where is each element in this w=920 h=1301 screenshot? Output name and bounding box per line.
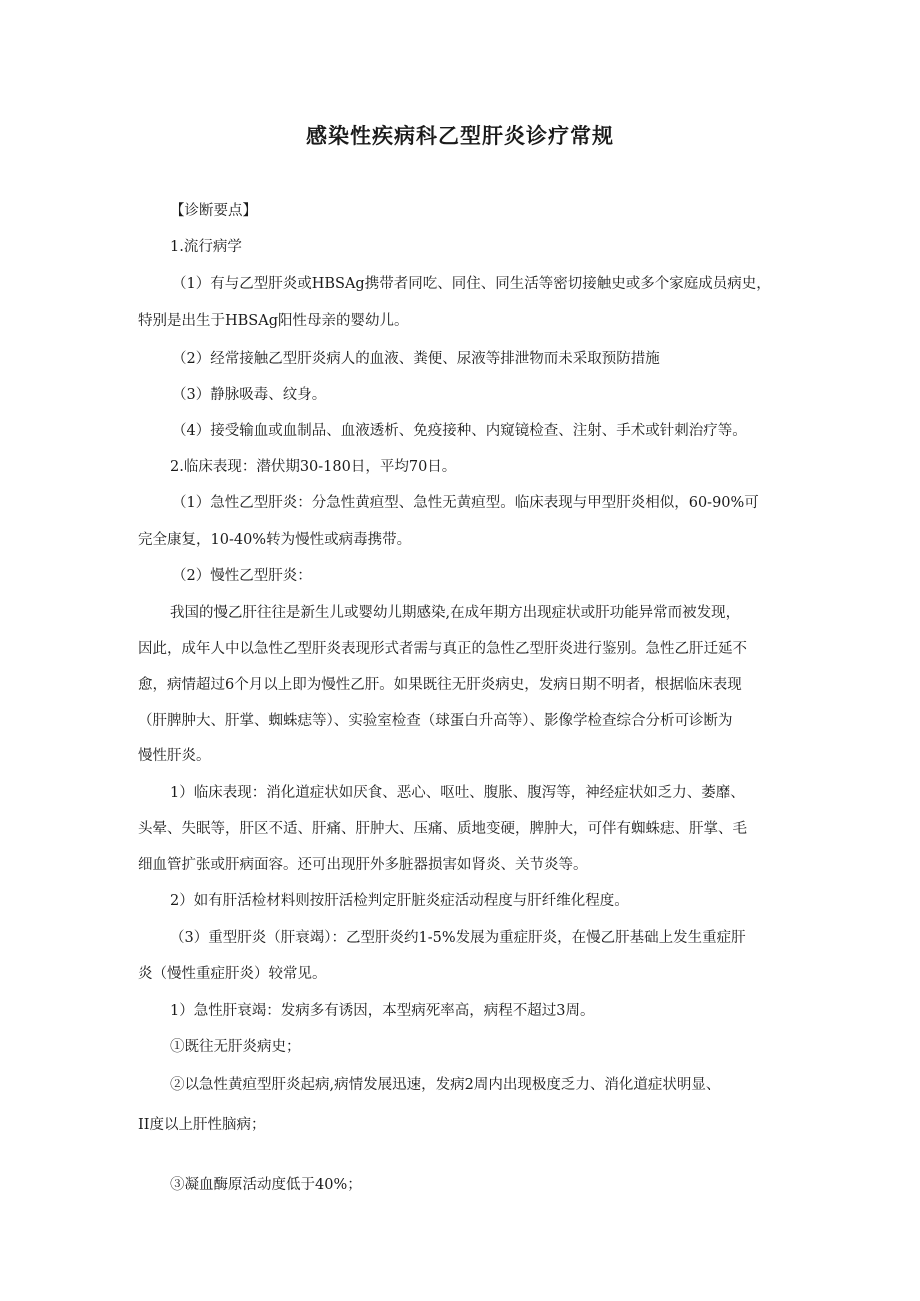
paragraph-line: 因此，成年人中以急性乙型肝炎表现形式者需与真正的急性乙型肝炎进行鉴别。急性乙肝迁延不 bbox=[138, 641, 747, 657]
paragraph-line: 1）临床表现：消化道症状如厌食、恶心、呕吐、腹胀、腹泻等，神经症状如乏力、萎靡、 bbox=[170, 785, 745, 801]
paragraph-line: 头晕、失眠等，肝区不适、肝痛、肝肿大、压痛、质地变硬，脾肿大，可伴有蜘蛛痣、肝掌、毛 bbox=[138, 821, 747, 837]
paragraph-line: （2）慢性乙型肝炎： bbox=[172, 568, 312, 584]
paragraph-line: 我国的慢乙肝往往是新生儿或婴幼儿期感染,在成年期方出现症状或肝功能异常而被发现， bbox=[170, 605, 741, 621]
paragraph-line: 1.流行病学 bbox=[170, 239, 242, 255]
paragraph-line: 炎（慢性重症肝炎）较常见。 bbox=[138, 966, 327, 982]
paragraph-line: 2）如有肝活检材料则按肝活检判定肝脏炎症活动程度与肝纤维化程度。 bbox=[170, 893, 629, 909]
paragraph-line: ①既往无肝炎病史； bbox=[170, 1039, 301, 1055]
paragraph-line: 1）急性肝衰竭：发病多有诱因，本型病死率高，病程不超过3周。 bbox=[170, 1003, 595, 1019]
paragraph-line: 细血管扩张或肝病面容。还可出现肝外多脏器损害如肾炎、关节炎等。 bbox=[138, 857, 588, 873]
paragraph-line: 2.临床表现：潜伏期30-180日，平均70日。 bbox=[170, 459, 457, 475]
paragraph-line: （2）经常接触乙型肝炎病人的血液、粪便、尿液等排泄物而未采取预防措施 bbox=[172, 351, 660, 367]
paragraph-line: ②以急性黄疸型肝炎起病,病情发展迅速，发病2周内出现极度乏力、消化道症状明显、 bbox=[170, 1077, 721, 1093]
paragraph-line: （肝脾肿大、肝掌、蜘蛛痣等）、实验室检查（球蛋白升高等）、影像学检查综合分析可诊断为 bbox=[138, 713, 733, 729]
paragraph-line: （3）重型肝炎（肝衰竭）：乙型肝炎约1-5%发展为重症肝炎，在慢乙肝基础上发生重症肝 bbox=[170, 930, 746, 946]
paragraph-line: （4）接受输血或血制品、血液透析、免疫接种、内窥镜检查、注射、手术或针刺治疗等。 bbox=[172, 423, 747, 439]
paragraph-line: （1）有与乙型肝炎或HBSAg携带者同吃、同住、同生活等密切接触史或多个家庭成员病史， bbox=[172, 276, 771, 292]
paragraph-line: 特别是出生于HBSAg阳性母亲的婴幼儿。 bbox=[138, 313, 409, 329]
paragraph-line: II度以上肝性脑病； bbox=[138, 1117, 266, 1133]
paragraph-line: ③凝血酶原活动度低于40%； bbox=[170, 1177, 362, 1193]
page-title: 感染性疾病科乙型肝炎诊疗常规 bbox=[306, 124, 614, 148]
paragraph-line: 完全康复，10-40%转为慢性或病毒携带。 bbox=[138, 532, 412, 548]
paragraph-line: （1）急性乙型肝炎：分急性黄疸型、急性无黄疸型。临床表现与甲型肝炎相似，60-90%可 bbox=[172, 495, 759, 511]
paragraph-line: （3）静脉吸毒、纹身。 bbox=[172, 387, 327, 403]
paragraph-line: 愈，病情超过6个月以上即为慢性乙肝。如果既往无肝炎病史，发病日期不明者，根据临床表现 bbox=[138, 677, 742, 693]
section-heading: 【诊断要点】 bbox=[170, 203, 257, 219]
paragraph-line: 慢性肝炎。 bbox=[138, 748, 211, 764]
